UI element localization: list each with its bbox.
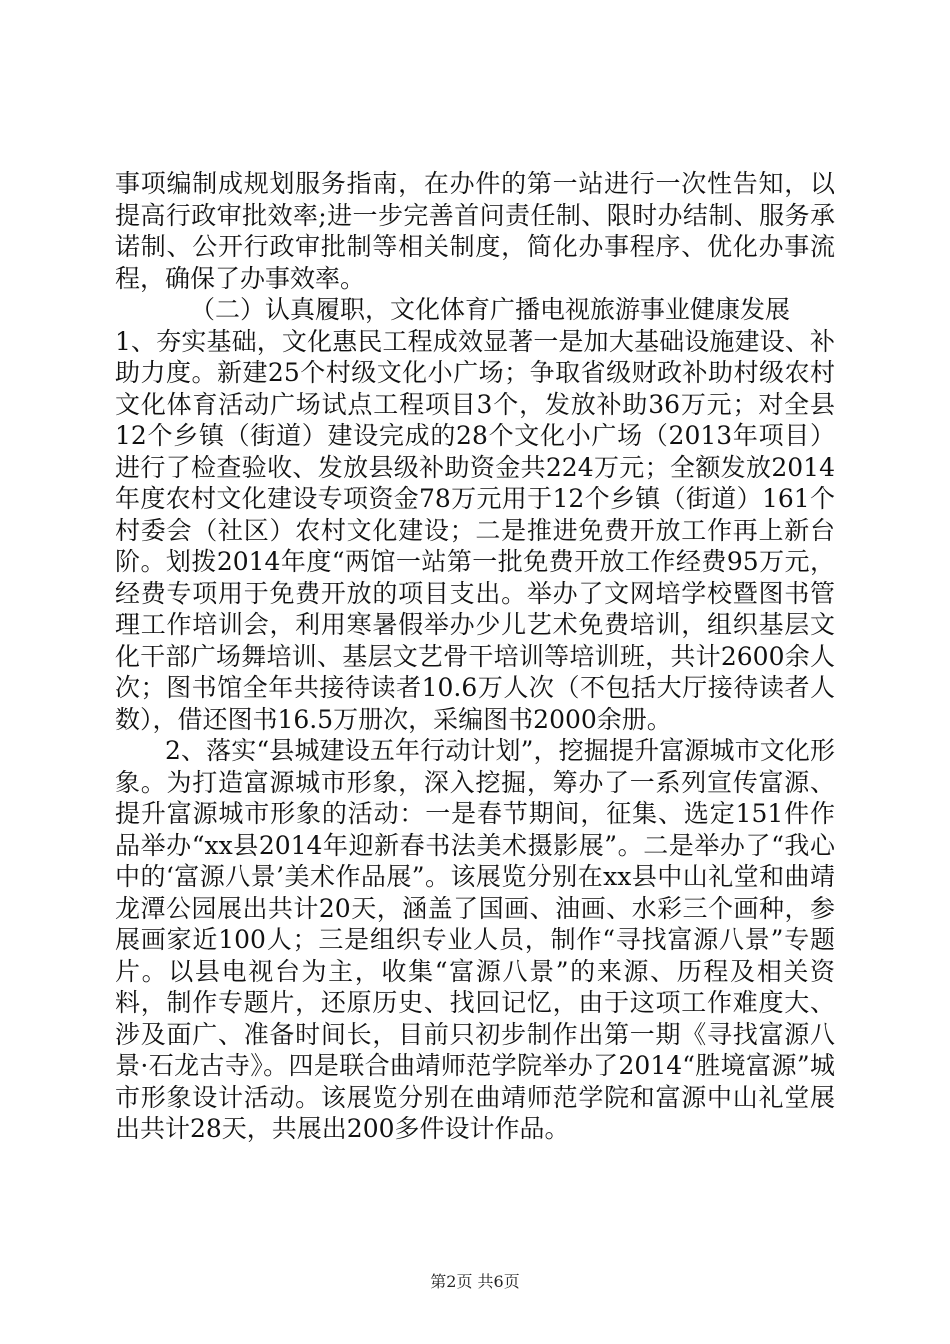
- paragraph-item-1: 1、夯实基础，文化惠民工程成效显著一是加大基础设施建设、补助力度。新建25个村级文化小广场；争取省级财政补助村级农村文化体育活动广场试点工程项目3个，发放补助36万元；对全县12个乡镇（街道）建设完成的28个文化小广场（2013年项目）进行了检查验收、发放县级补助资金共224万元；全额发放2014年度农村文化建设专项资金78万元用于12个乡镇（街道）161个村委会（社区）农村文化建设；二是推进免费开放工作再上新台阶。划拨2014年度“两馆一站第一批免费开放工作经费95万元，经费专项用于免费开放的项目支出。举办了文网培学校暨图书管理工作培训会，利用寒暑假举办少儿艺术免费培训，组织基层文化干部广场舞培训、基层文艺骨干培训等培训班，共计2600余人次；图书馆全年共接待读者10.6万人次（不包括大厅接待读者人数），借还图书16.5万册次，采编图书2000余册。: [115, 326, 835, 734]
- document-body: [115, 168, 835, 1145]
- paragraph-continuation: 事项编制成规划服务指南，在办件的第一站进行一次性告知，以提高行政审批效率;进一步完善首问责任制、限时办结制、服务承诺制、公开行政审批制等相关制度，简化办事程序、优化办事流程，确保了办事效率。: [115, 169, 835, 293]
- page-footer: 第2页 共6页: [430, 1272, 520, 1291]
- section-heading: （二）认真履职，文化体育广播电视旅游事业健康发展: [190, 295, 791, 324]
- paragraph-item-2: 2、落实“县城建设五年行动计划”，挖掘提升富源城市文化形象。为打造富源城市形象，深入挖掘，筹办了一系列宣传富源、提升富源城市形象的活动：一是春节期间，征集、选定151件作品举办“xx县2014年迎新春书法美术摄影展”。二是举办了“我心中的‘富源八景’美术作品展”。该展览分别在xx县中山礼堂和曲靖龙潭公园展出共计20天，涵盖了国画、油画、水彩三个画种，参展画家近100人；三是组织专业人员，制作“寻找富源八景”专题片。以县电视台为主，收集“富源八景”的来源、历程及相关资料，制作专题片，还原历史、找回记忆，由于这项工作难度大、涉及面广、准备时间长，目前只初步制作出第一期《寻找富源八景·石龙古寺》。四是联合曲靖师范学院举办了2014“胜境富源”城市形象设计活动。该展览分别在曲靖师范学院和富源中山礼堂展出共计28天，共展出200多件设计作品。: [115, 736, 835, 1143]
